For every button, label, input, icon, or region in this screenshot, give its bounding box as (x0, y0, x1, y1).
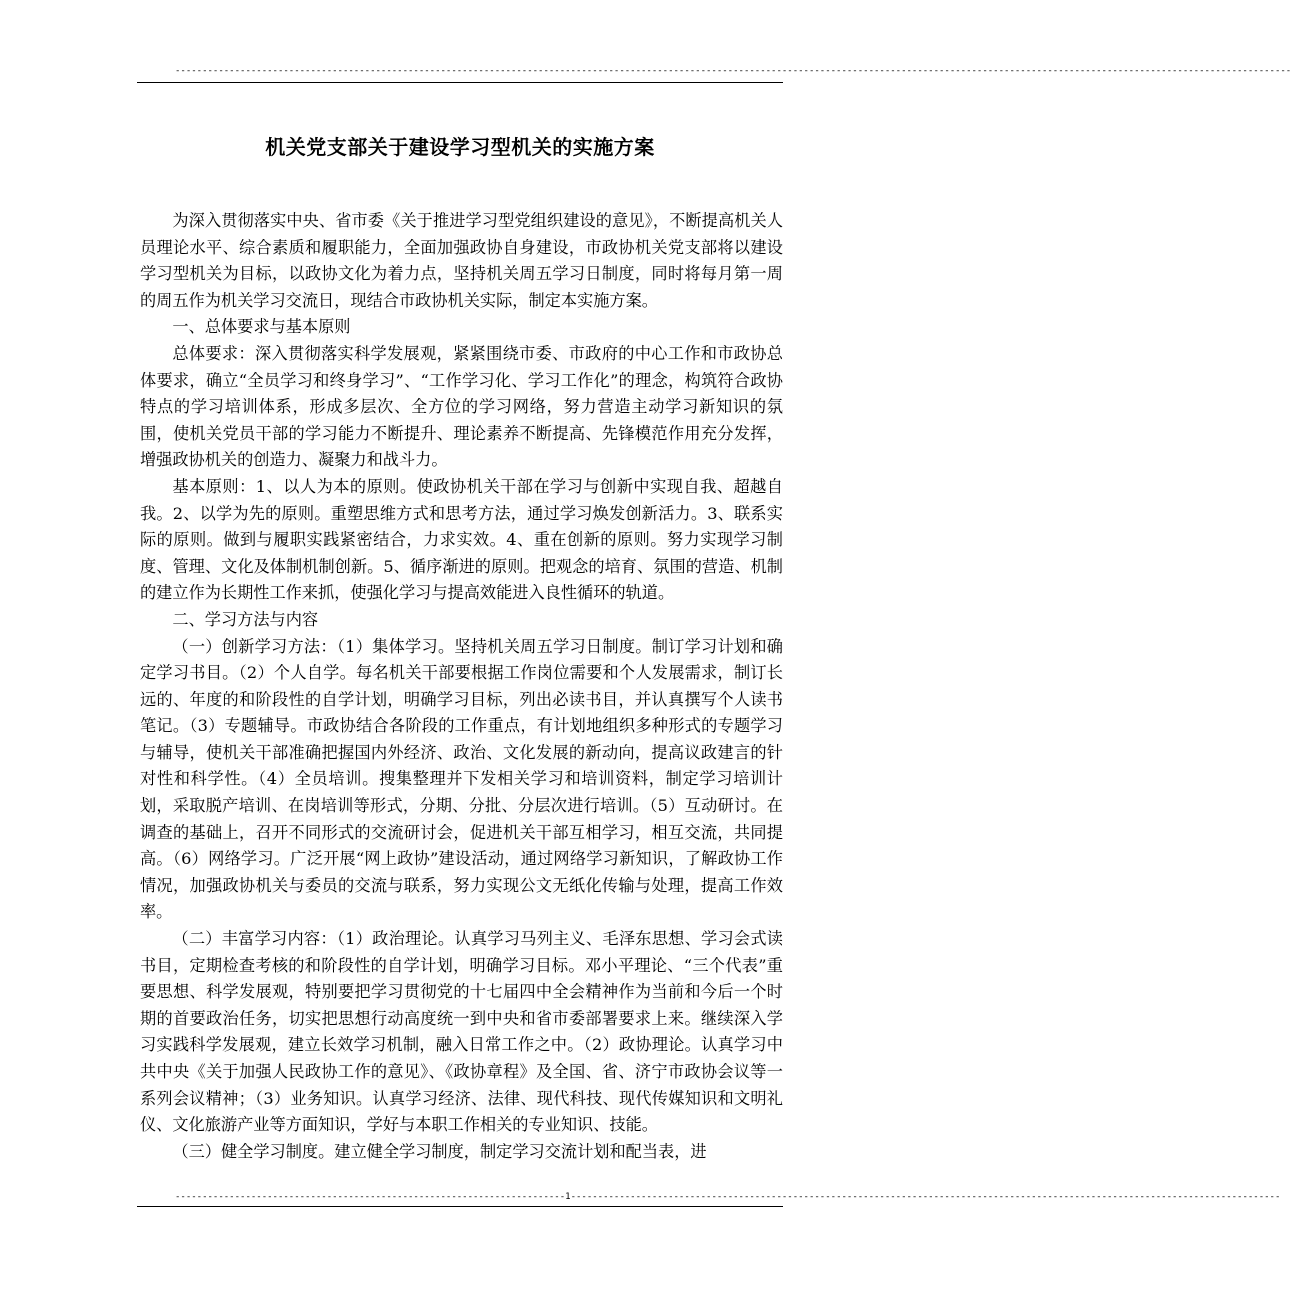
paragraph-intro: 为深入贯彻落实中央、省市委《关于推进学习型党组织建设的意见》，不断提高机关人员理论水平、综合素质和履职能力，全面加强政协自身建设，市政协机关党支部将以建设学习型机关为目标，以政协文化为着力点，坚持机关周五学习日制度，同时将每月第一周的周五作为机关学习交流日，现结合市政协机关实际，制定本实施方案。 (140, 211, 783, 310)
document-body (140, 208, 783, 1165)
section-heading-1: 一、总体要求与基本原则 (172, 317, 351, 337)
paragraph-learning-system: （三）健全学习制度。建立健全学习制度，制定学习交流计划和配当表，进 (172, 1141, 707, 1161)
paragraph-learning-methods: （一）创新学习方法：（1）集体学习。坚持机关周五学习日制度。制订学习计划和确定学习书目。（2）个人自学。每名机关干部要根据工作岗位需要和个人发展需求，制订长远的、年度的和阶段性的自学计划，明确学习目标，列出必读书目，并认真撰写个人读书笔记。（3）专题辅导。市政协结合各阶段的工作重点，有计划地组织多种形式的专题学习与辅导，使机关干部准确把握国内外经济、政治、文化发展的新动向，提高议政建言的针对性和科学性。（4）全员培训。搜集整理并下发相关学习和培训资料，制定学习培训计划，采取脱产培训、在岗培训等形式，分期、分批、分层次进行培训。（5）互动研讨。在调查的基础上，召开不同形式的交流研讨会，促进机关干部互相学习，相互交流，共同提高。（6）网络学习。广泛开展“网上政协”建设活动，通过网络学习新知识，了解政协工作情况，加强政协机关与委员的交流与联系，努力实现公文无纸化传输与处理，提高工作效率。 (140, 636, 783, 922)
document-title: 机关党支部关于建设学习型机关的实施方案 (265, 135, 655, 159)
footer-dashes-left: ------------------------------------------------------------------------ (175, 1192, 566, 1202)
header-rule (137, 82, 783, 83)
section-heading-2: 二、学习方法与内容 (172, 609, 319, 629)
page-number: 1 (565, 1192, 571, 1202)
footer-dashed-line (175, 1192, 1281, 1202)
paragraph-general-requirements: 总体要求：深入贯彻落实科学发展观，紧紧围绕市委、市政府的中心工作和市政协总体要求，确立“全员学习和终身学习”、“工作学习化、学习工作化”的理念，构筑符合政协特点的学习培训体系，形成多层次、全方位的学习网络，努力营造主动学习新知识的氛围，使机关党员干部的学习能力不断提升、理论素养不断提高、先锋模范作用充分发挥，增强政协机关的创造力、凝聚力和战斗力。 (140, 343, 783, 470)
footer-dashes-right: ----------------------------------------------------------------------------------------------------------------------------------- (570, 1192, 1281, 1202)
header-dashed-line: -------------------------------------------------------------------------------------------------------------------------------------------------------------------------------------------------------------- (175, 66, 1291, 76)
footer-rule (137, 1206, 783, 1207)
paragraph-learning-content: （二）丰富学习内容：（1）政治理论。认真学习马列主义、毛泽东思想、学习会式读书目，定期检查考核的和阶段性的自学计划，明确学习目标。邓小平理论、“三个代表”重要思想、科学发展观，特别要把学习贯彻党的十七届四中全会精神作为当前和今后一个时期的首要政治任务，切实把思想行动高度统一到中央和省市委部署要求上来。继续深入学习实践科学发展观，建立长效学习机制，融入日常工作之中。（2）政协理论。认真学习中共中央《关于加强人民政协工作的意见》、《政协章程》及全国、省、济宁市政协会议等一系列会议精神；（3）业务知识。认真学习经济、法律、现代科技、现代传媒知识和文明礼仪、文化旅游产业等方面知识，学好与本职工作相关的专业知识、技能。 (140, 929, 783, 1135)
paragraph-basic-principles: 基本原则：1、以人为本的原则。使政协机关干部在学习与创新中实现自我、超越自我。2、以学为先的原则。重塑思维方式和思考方法，通过学习焕发创新活力。3、联系实际的原则。做到与履职实践紧密结合，力求实效。4、重在创新的原则。努力实现学习制度、管理、文化及体制机制创新。5、循序渐进的原则。把观念的培育、氛围的营造、机制的建立作为长期性工作来抓，使强化学习与提高效能进入良性循环的轨道。 (140, 476, 783, 603)
